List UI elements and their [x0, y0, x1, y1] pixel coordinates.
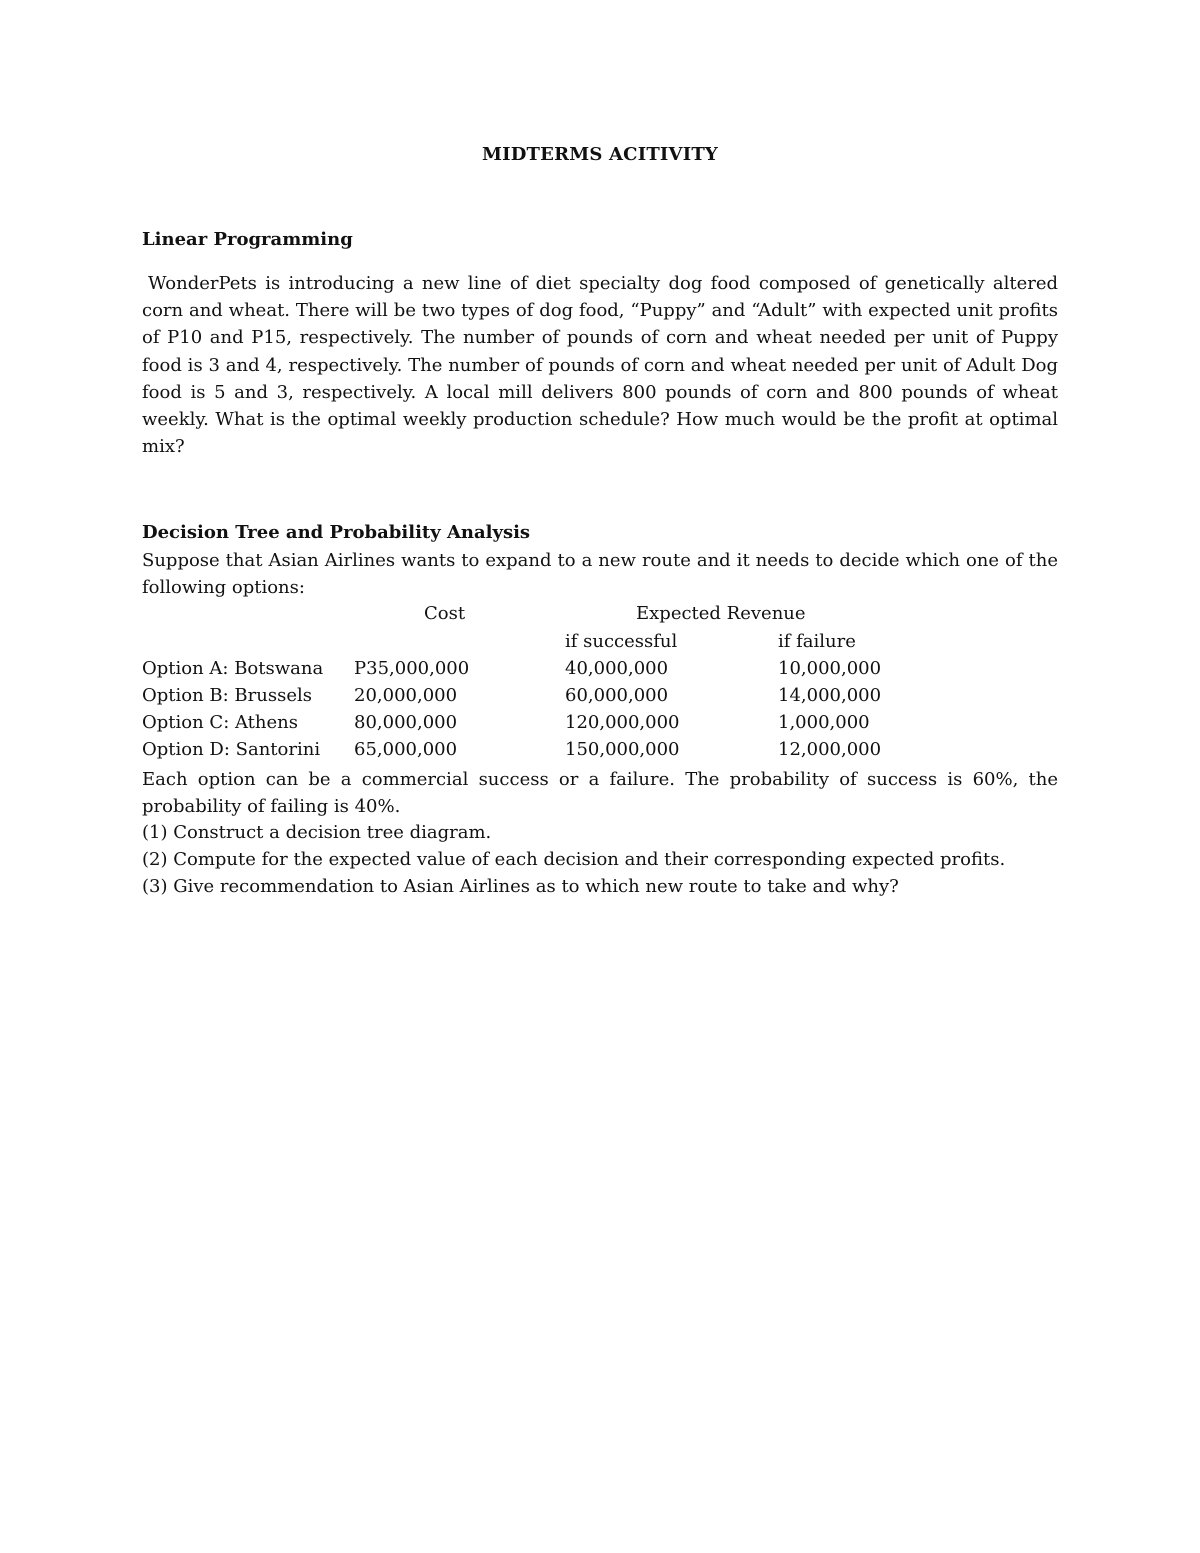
option-name: Option B: Brussels: [142, 685, 312, 706]
header-cost: Cost: [424, 603, 466, 624]
linear-programming-problem: WonderPets is introducing a new line of diet specialty dog food composed of genetically altered corn and wheat. There will be two types of dog food, “Puppy” and “Adult” with expected unit profits of P10 and P15, respectively. The number of pounds of corn and wheat needed per unit of Puppy food is 3 and 4, respectively. The number of pounds of corn and wheat needed per unit of Adult Dog food is 5 and 3, respectively. A local mill delivers 800 pounds of corn and 800 pounds of wheat weekly. What is the optimal weekly production schedule? How much would be the profit at optimal mix?: [142, 273, 1058, 458]
option-cost: P35,000,000: [354, 658, 470, 679]
option-cost: 65,000,000: [354, 739, 458, 760]
section-heading-linear-programming: Linear Programming: [142, 229, 353, 250]
decision-tree-intro: Suppose that Asian Airlines wants to expand to a new route and it needs to decide which one of the following options:: [142, 550, 1058, 599]
probability-statement: Each option can be a commercial success or a failure. The probability of success is 60%, the probability of failing is 40%.: [142, 769, 1058, 818]
option-revenue-success: 150,000,000: [565, 739, 680, 760]
document-title: MIDTERMS ACITIVITY: [482, 144, 718, 165]
option-revenue-failure: 14,000,000: [778, 685, 882, 706]
option-revenue-failure: 10,000,000: [778, 658, 882, 679]
option-revenue-success: 40,000,000: [565, 658, 669, 679]
option-name: Option D: Santorini: [142, 739, 321, 760]
option-cost: 80,000,000: [354, 712, 458, 733]
option-cost: 20,000,000: [354, 685, 458, 706]
option-revenue-failure: 1,000,000: [778, 712, 870, 733]
section-heading-decision-tree: Decision Tree and Probability Analysis: [142, 522, 531, 543]
question-2: (2) Compute for the expected value of each decision and their corresponding expected profits.: [142, 849, 1006, 870]
option-revenue-success: 120,000,000: [565, 712, 680, 733]
subheader-if-successful: if successful: [565, 631, 678, 652]
subheader-if-failure: if failure: [778, 631, 856, 652]
option-name: Option A: Botswana: [142, 658, 324, 679]
question-1: (1) Construct a decision tree diagram.: [142, 822, 492, 843]
header-expected-revenue: Expected Revenue: [636, 603, 806, 624]
option-revenue-success: 60,000,000: [565, 685, 669, 706]
option-name: Option C: Athens: [142, 712, 298, 733]
question-3: (3) Give recommendation to Asian Airlines as to which new route to take and why?: [142, 876, 899, 897]
option-revenue-failure: 12,000,000: [778, 739, 882, 760]
